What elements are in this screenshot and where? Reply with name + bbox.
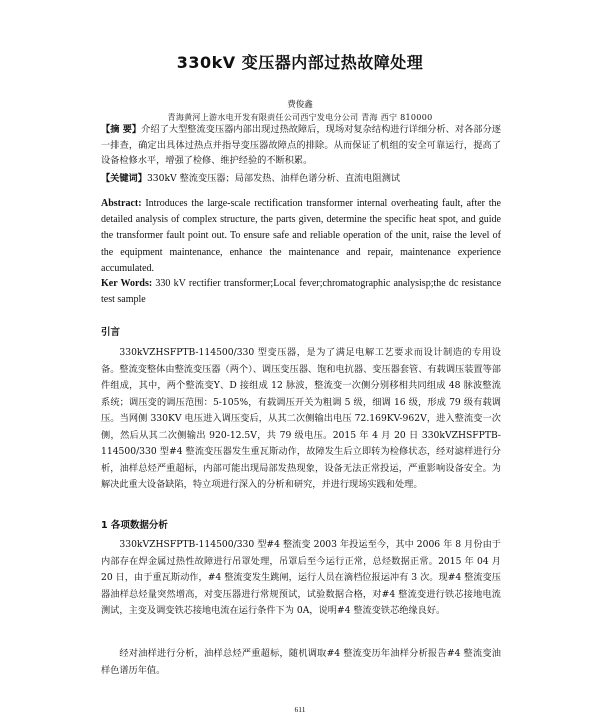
abstract-en-label: Abstract: xyxy=(101,198,142,209)
abstract-cn-text: 介绍了大型整流变压器内部出现过热故障后，现场对复杂结构进行详细分析、对各部分逐一排查，确定出具体过热点并指导变压器故障点的排除。从而保证了机组的安全可靠运行，提高了设备检修水平，增强了检修、维护经验的不断积累。 xyxy=(101,124,501,166)
keywords-en-text: 330 kV rectifier transformer;Local fever;chromatographic analysisp;the dc resistance test sample xyxy=(101,278,502,306)
paper-title: 330kV 变压器内部过热故障处理 xyxy=(176,53,424,72)
keywords-en xyxy=(101,276,501,308)
author-name: 费俊鑫 xyxy=(287,100,313,110)
keywords-cn xyxy=(101,171,501,187)
keywords-en-label: Ker Words: xyxy=(101,278,153,289)
abstract-en-text: Introduces the large-scale rectification transformer internal overheating fault, after the detailed analysis of complex structure, the parts given, determine the specific heat spot, and guide the transformer fault point out. To ensure safe and reliable operation of the unit, raise the level of the equipment maintenance, enhance the maintenance and repair, maintenance experience accumulated. xyxy=(101,198,501,274)
abstract-en xyxy=(101,196,501,277)
keywords-cn-label: 【关键词】 xyxy=(101,173,147,184)
keywords-cn-text: 330kV 整流变压器；局部发热、油样色谱分析、直流电阻测试 xyxy=(146,173,401,184)
author-affiliation: 青海黄河上游水电开发有限责任公司西宁发电分公司 青海 西宁 810000 xyxy=(167,113,433,122)
section1-paragraph-2: 经对油样进行分析，油样总烃严重超标，随机调取#4 整流变历年油样分析报告#4 整流变油样色谱历年值。 xyxy=(101,648,501,676)
section1-heading: 1 各项数据分析 xyxy=(101,520,168,531)
intro-paragraph: 330kVZHSFPTB-114500/330 型变压器，是为了满足电解工艺要求而设计制造的专用设备。整流变整体由整流变压器（两个）、调压变压器、饱和电抗器、变压器套管、有载调压装置等部件组成，其中，两个整流变Y、D 接组成 12 脉波，整流变一次侧分别移相共同组成 48 脉波整流系统；调压变的调压范围：5-105%，有载调压开关为粗调 5 级，细调 16 级，形成 79 级有载调压。当网侧 330KV 电压进入调压变后，从其二次侧输出电压 72.169KV-962V，进入整流变一次侧，然后从其二次侧输出 920-12.5V，共 79 级电压。2015 年 4 月 20 日 330kVZHSFPTB-114500/330 型#4 整流变压器发生重瓦斯动作，故障发生后立即转为检修状态，经对滤样进行分析，油样总烃严重超标，内部可能出现局部发热现象，设备无法正常投运，严重影响设备安全。为解决此重大设备缺陷，特立项进行深入的分析和研究，并进行现场实践和处理。 xyxy=(101,347,501,490)
intro-heading: 引言 xyxy=(101,327,121,338)
page-number: 611 xyxy=(294,705,306,714)
abstract-cn-label: 【摘 要】 xyxy=(101,124,142,135)
abstract-cn xyxy=(101,122,501,169)
section1-paragraph-1: 330kVZHSFPTB-114500/330 型#4 整流变 2003 年投运至今，其中 2006 年 8 月份由于内部存在焊金属过热性故障进行吊罩处理，吊罩后至今运行正常，总烃数据正常。2015 年 04 月 20 日，由于重瓦斯动作，#4 整流变发生跳闸，运行人员在滴档位报运冲有 3 次。现#4 整流变压器油样总烃量突然增高，对变压器进行常规预试，试验数据合格，对#4 整流变进行铁芯接地电流测试，主变及调变铁芯接地电流在运行条件下为 0A，说明#4 整流变铁芯绝缘良好。 xyxy=(101,539,501,616)
